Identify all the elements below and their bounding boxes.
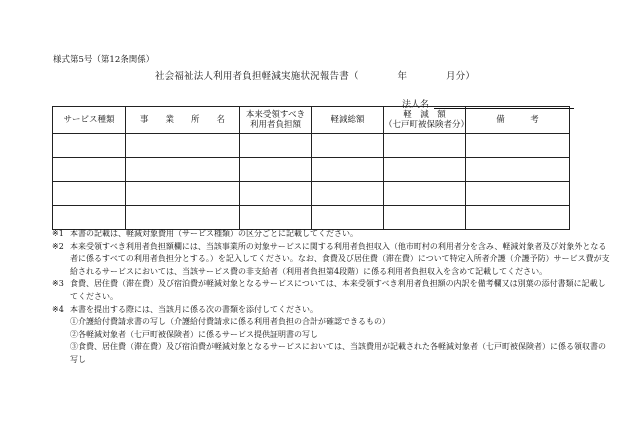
attachment-text: ②各軽減対象者（七戸町被保険者）に係るサービス提供証明書の写し [70, 329, 318, 339]
note-item [52, 278, 612, 303]
table-cell[interactable] [126, 158, 240, 182]
table-cell[interactable] [53, 206, 126, 230]
note-text: 本来受領すべき利用者負担額欄には、当該事業所の対象サービスに関する利用者負担収入（他市町村の利用者分を含み、軽減対象者及び対象外となる者に係るすべての利用者負担分とする。）を記入してください。なお、食費及び居住費（滞在費）について特定入所者介護（介護予防）サービス費が支給されるサービスにおいては、当該サービス費の非支給者（利用者負担第4段階）に係る利用者負担収入を含めて記載してください。 [70, 241, 610, 276]
table-cell[interactable] [240, 158, 312, 182]
notes-section [52, 228, 612, 367]
corporation-label: 法人名 [402, 100, 430, 110]
note-item [52, 241, 612, 279]
table-cell[interactable] [53, 134, 126, 158]
table-cell[interactable] [384, 206, 466, 230]
note-mark: ※4 [52, 304, 64, 314]
column-header: 軽減総額 [312, 107, 384, 134]
notes-list [52, 228, 612, 316]
table-cell[interactable] [312, 158, 384, 182]
note-text: 本書の記載は、軽減対象費用（サービス種類）の区分ごとに記載してください。 [70, 229, 358, 238]
report-table [52, 106, 570, 230]
form-number: 様式第5号（第12条関係） [53, 55, 155, 65]
attachment-item [52, 341, 612, 366]
table-cell[interactable] [126, 206, 240, 230]
table-row [53, 134, 570, 158]
column-header: 事 業 所 名 [126, 107, 240, 134]
column-header: サービス種類 [53, 107, 126, 134]
table-cell[interactable] [312, 134, 384, 158]
attachment-text: ③食費、居住費（滞在費）及び宿泊費が軽減対象となるサービスにおいては、当該費用が記載された各軽減対象者（七戸町被保険者）に係る領収書の写し [70, 342, 606, 364]
column-header: 備 考 [466, 107, 570, 134]
table-cell[interactable] [384, 134, 466, 158]
report-title: 社会福祉法人利用者負担軽減実施状況報告書（ 年 月分） [154, 71, 476, 82]
note-text: 食費、居住費（滞在費）及び宿泊費が軽減対象となるサービスについては、本来受領すべき利用者負担額の内訳を備考欄又は別葉の添付書類に記載してください。 [70, 279, 606, 301]
table-header-row [53, 107, 570, 134]
table-cell[interactable] [126, 134, 240, 158]
table-row [53, 206, 570, 230]
table-cell[interactable] [240, 206, 312, 230]
column-header: 軽 減 額 （七戸町被保険者分） [384, 107, 466, 134]
table-cell[interactable] [466, 206, 570, 230]
table-cell[interactable] [384, 182, 466, 206]
table-cell[interactable] [466, 182, 570, 206]
note-text: 本書を提出する際には、当該月に係る次の書類を添付してください。 [70, 304, 318, 314]
table-row [53, 182, 570, 206]
attachment-item [52, 316, 612, 329]
note-item [52, 304, 612, 317]
table-cell[interactable] [240, 182, 312, 206]
table-cell[interactable] [53, 158, 126, 182]
note-item [52, 228, 612, 241]
table-cell[interactable] [126, 182, 240, 206]
table-cell[interactable] [53, 182, 126, 206]
table-cell[interactable] [312, 182, 384, 206]
attachments-list [52, 316, 612, 366]
note-mark: ※3 [52, 279, 64, 289]
column-header: 本来受領すべき 利用者負担額 [240, 107, 312, 134]
note-mark: ※2 [52, 241, 64, 251]
attachment-item [52, 329, 612, 342]
attachment-text: ①介護給付費請求書の写し（介護給付費請求に係る利用者負担の合計が確認できるもの） [70, 317, 390, 327]
table-cell[interactable] [466, 134, 570, 158]
note-mark: ※1 [52, 229, 64, 238]
table-row [53, 158, 570, 182]
table-cell[interactable] [240, 134, 312, 158]
table-cell[interactable] [466, 158, 570, 182]
table-body [53, 134, 570, 230]
table-cell[interactable] [384, 158, 466, 182]
table-cell[interactable] [312, 206, 384, 230]
